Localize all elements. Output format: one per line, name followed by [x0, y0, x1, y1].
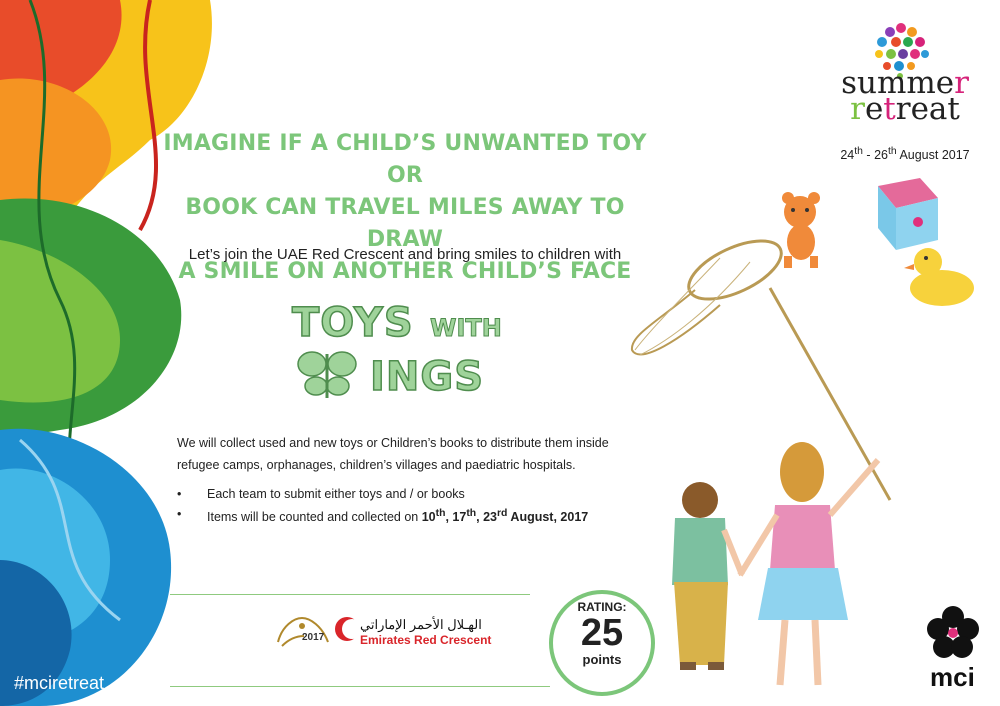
erc-english-name: Emirates Red Crescent: [360, 633, 492, 647]
date-3-suffix: rd: [497, 508, 508, 519]
date-1-suffix: th: [435, 508, 446, 519]
headline-line-3: A SMILE ON ANOTHER CHILD’S FACE: [178, 259, 632, 284]
rating-value: 25: [580, 612, 624, 654]
year-text: 2017: [302, 632, 325, 643]
butterfly-icon: [290, 344, 370, 404]
list-item: [177, 504, 657, 527]
bullet-text: [207, 504, 588, 527]
headline: [150, 128, 660, 288]
rubber-duck-icon: [904, 248, 974, 306]
bullet-list: [177, 484, 657, 527]
date-separator: -: [862, 148, 875, 163]
summer-letters: summe: [841, 65, 955, 101]
month-year: August 2017: [896, 148, 970, 163]
toy-block-icon: [878, 178, 938, 250]
toys-with-wings-logo: [290, 300, 540, 410]
date-tail: August, 2017: [507, 510, 589, 525]
date-2: 17: [452, 510, 467, 525]
date-3: 23: [483, 510, 497, 525]
retreat-accent-r: r: [850, 91, 865, 127]
description-line-2: refugee camps, orphanages, children’s villages and paediatric hospitals.: [177, 458, 576, 472]
start-day: 24: [840, 148, 855, 163]
headline-line-1: IMAGINE IF A CHILD’S UNWANTED TOY OR: [163, 131, 647, 188]
rating-label: RATING:: [577, 600, 627, 614]
event-dates: [820, 146, 990, 162]
divider: [170, 594, 530, 595]
date-1: 10: [421, 510, 436, 525]
end-suffix: th: [887, 146, 897, 157]
logo-word-with: WITH: [430, 314, 502, 342]
bullet-icon: •: [177, 507, 182, 521]
retreat-letter-e: e: [864, 91, 884, 127]
bullet-prefix: Items will be counted and collected on: [207, 510, 422, 525]
red-crescent-icon: [334, 614, 360, 644]
decorative-swirl: [0, 0, 230, 706]
boy-figure: [672, 482, 742, 670]
subline: Let’s join the UAE Red Crescent and bring smiles to children with: [188, 246, 622, 263]
description-line-1: We will collect used and new toys or Children’s books to distribute them inside: [177, 436, 609, 450]
retreat-letters: reat: [895, 91, 960, 127]
mci-flower-icon: [925, 605, 981, 661]
logo-word-toys: TOYS: [292, 300, 414, 346]
bullet-text: Each team to submit either toys and / or books: [207, 487, 465, 501]
list-item: [177, 484, 657, 504]
start-suffix: th: [854, 146, 863, 157]
hashtag: #mciretreat: [14, 673, 105, 693]
girl-figure: [740, 442, 878, 685]
summer-accent-letter: r: [954, 65, 969, 101]
end-day: 26: [874, 148, 888, 163]
mci-logo-text: mci: [930, 662, 975, 692]
description: [177, 432, 657, 476]
retreat-accent-t: t: [883, 91, 896, 127]
logo-word-ings: INGS: [370, 354, 484, 400]
collection-dates: [422, 510, 589, 524]
bullet-icon: •: [177, 487, 182, 501]
separator: ,: [476, 510, 484, 525]
summer-retreat-logo: [820, 65, 990, 127]
erc-arabic-name: الهـلال الأحمر الإماراتي: [360, 617, 482, 632]
year-of-giving-logo: [272, 612, 334, 652]
butterfly-net-icon: [632, 229, 890, 500]
teddy-bear-icon: [782, 192, 820, 268]
date-2-suffix: th: [466, 508, 477, 519]
separator: ,: [445, 510, 453, 525]
headline-line-2: BOOK CAN TRAVEL MILES AWAY TO DRAW: [185, 195, 625, 252]
divider: [170, 686, 550, 687]
rating-unit: points: [582, 652, 622, 667]
